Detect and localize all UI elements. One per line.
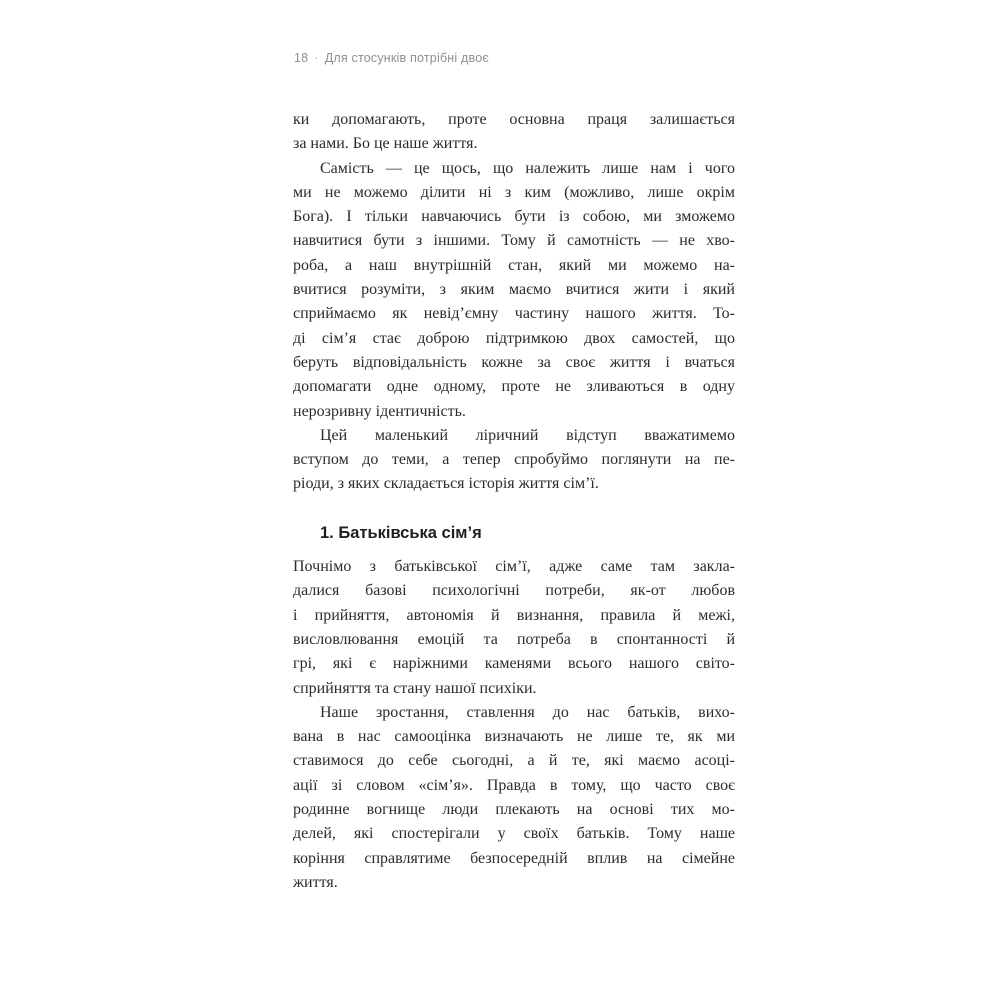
text-line: і прийняття, автономія й визнання, правила й межі,	[293, 606, 735, 624]
text-line: ми не можемо ділити ні з ким (можливо, лише окрім	[293, 183, 735, 201]
text-line: ріоди, з яких складається історія життя сім’ї.	[293, 475, 599, 493]
text-line: ставимося до себе сьогодні, а й те, які маємо асоці-	[293, 752, 735, 770]
text-line: Самість — це щось, що належить лише нам і чого	[320, 159, 735, 177]
section-heading: 1. Батьківська сім’я	[320, 523, 482, 542]
text-line: вступом до теми, а тепер спробуймо поглянути на пе-	[293, 451, 735, 469]
text-line: делей, які спостерігали у своїх батьків. Тому наше	[293, 825, 735, 843]
running-header	[294, 50, 489, 66]
paragraph	[293, 424, 735, 497]
paragraph	[293, 555, 735, 701]
text-line: допомагати одне одному, проте не зливаються в одну	[293, 378, 735, 396]
text-line: висловлювання емоцій та потреба в спонтанності й	[293, 630, 735, 648]
text-line: роба, а наш внутрішній стан, який ми можемо на-	[293, 256, 735, 274]
text-line: далися базові психологічні потреби, як-от любов	[293, 582, 735, 600]
text-line: життя.	[293, 873, 338, 891]
text-line: ді сім’я стає доброю підтримкою двох самостей, що	[293, 329, 735, 347]
text-line: родинне вогнище люди плекають на основі тих мо-	[293, 801, 735, 819]
text-line: сприймаємо як невід’ємну частину нашого життя. То-	[293, 305, 735, 323]
text-line: ації зі словом «сім’я». Правда в тому, що часто своє	[293, 776, 735, 794]
text-line: коріння справлятиме безпосередній вплив на сімейне	[293, 849, 735, 867]
paragraph	[293, 701, 735, 895]
text-line: нерозривну ідентичність.	[293, 402, 466, 420]
text-line: грі, які є наріжними каменями всього нашого світо-	[293, 655, 735, 673]
text-line: вчитися розуміти, з яким маємо вчитися жити і який	[293, 281, 735, 299]
text-line: Бога). І тільки навчаючись бути із собою, ми зможемо	[293, 208, 735, 226]
book-title: Для стосунків потрібні двоє	[324, 51, 489, 65]
text-line: Цей маленький ліричний відступ вважатимемо	[320, 426, 735, 444]
page-number: 18	[294, 51, 309, 65]
text-line: навчитися бути з іншими. Тому й самотність — не хво-	[293, 232, 735, 250]
header-separator: ·	[314, 51, 319, 65]
text-line: вана в нас самооцінка визначають не лише те, як ми	[293, 728, 735, 746]
text-line: Наше зростання, ставлення до нас батьків, вихо-	[320, 703, 735, 721]
paragraph	[293, 108, 735, 157]
paragraph	[293, 157, 735, 424]
text-line: беруть відповідальність кожне за своє життя і вчаться	[293, 353, 735, 371]
text-line: ки допомагають, проте основна праця залишається	[293, 111, 735, 128]
page-body	[293, 108, 735, 895]
text-line: за нами. Бо це наше життя.	[293, 135, 478, 153]
text-line: сприйняття та стану нашої психіки.	[293, 679, 537, 697]
text-line: Почнімо з батьківської сім’ї, адже саме там закла-	[293, 558, 735, 576]
